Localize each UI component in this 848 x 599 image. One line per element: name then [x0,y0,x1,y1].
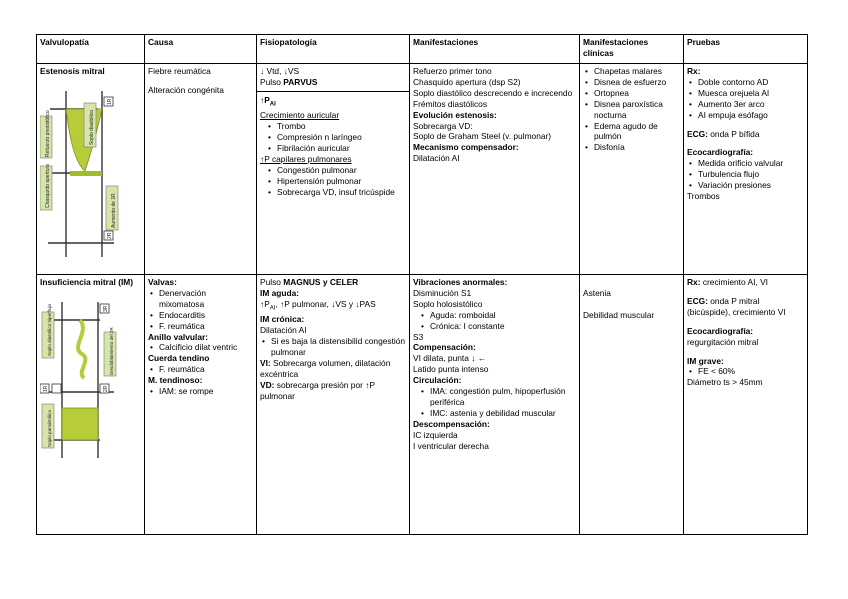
fig-label-3r: 3R [103,305,109,312]
manif-line: Disminución S1 [413,287,472,298]
manif-line: S3 [413,331,424,342]
list-item: • Sobrecarga VD, insuf tricúspide [266,187,406,198]
cell-manifestaciones [410,275,580,535]
list-item: • Aguda: romboidal [419,310,576,321]
fig-label-1r: 1R [43,385,49,392]
list-item: • Crónica: I constante [419,321,576,332]
pruebas-grave-tail: Diámetro ts > 45mm [687,377,763,388]
manif-evol-title: Evolución estenosis: [413,109,497,120]
header-causa: Causa [145,35,257,64]
header-row [37,35,808,64]
pruebas-grave-list [687,366,804,377]
list-item: • IAM: se rompe [148,386,253,397]
pruebas-eco-title: Ecocardiografía: [687,147,754,158]
manif-line: Soplo diastólico descrecendo e increcendo [413,87,573,98]
causa-mtend-title: M. tendinoso: [148,375,203,386]
list-item: • Trombo [266,121,406,132]
fisio-vi: VI: Sobrecarga volumen, dilatación excéntrica [260,358,391,379]
fig-label-aumento: Aumento de 1R [111,193,117,228]
pruebas-eco-list [687,158,804,191]
clinicas-line: Debilidad muscular [583,309,655,320]
fisio-aguda-title: IM aguda: [260,287,300,298]
manif-comp-title: Compensación: [413,342,476,353]
list-item: • Disnea de esfuerzo [583,77,680,88]
causa-cuerda-list [148,364,253,375]
list-item: • Disfonía [583,142,680,153]
cell-causa [145,275,257,535]
header-manifestaciones-clinicas: Manifestaciones clínicas [580,35,684,64]
manif-line: Refuerzo primer tono [413,66,492,76]
fig-label-2r: 2R [103,385,109,392]
manif-line: Dilatación AI [413,153,460,164]
list-item: • Si es baja la distensibilid congestión pulmonar [260,336,406,358]
row-insuficiencia-mitral [37,275,808,535]
valvulopathy-name: Insuficiencia mitral (IM) [40,277,134,287]
manif-line: Chasquido apertura (dsp S2) [413,76,521,87]
fig-label-desdoblamiento: Desdoblamiento del 2R [109,327,114,375]
pruebas-eco-text: regurgitación mitral [687,336,759,347]
fisio-cronica-title: IM crónica: [260,314,305,325]
fig-label-1r: 1R [107,98,113,105]
fisio-cap-title: ↑P capilares pulmonares [260,154,352,165]
causa-valvas-list [148,288,253,332]
list-item: • Aumento 3er arco [687,99,804,110]
list-item: • Calcificio dilat ventric [148,342,253,353]
manif-vib-title: Vibraciones anormales: [413,277,508,287]
manif-soplo-list [413,310,576,332]
list-item: • FE < 60% [687,366,804,377]
manif-circ-list [413,386,576,419]
causa-anillo-title: Anillo valvular: [148,331,209,342]
list-item: • Medida orificio valvular [687,158,804,169]
fisio-cronica-line: Dilatación AI [260,325,307,336]
cell-clinicas [580,64,684,275]
manif-line: VI dilata, punta ↓ ← [413,353,487,364]
fisio-cap-list [260,165,406,198]
manif-circ-title: Circulación: [413,375,462,386]
pruebas-ecg: ECG: onda P bífida [687,128,760,139]
manif-line: Frémitos diastólicos [413,98,488,109]
causa-mtend-list [148,386,253,397]
fig-label-soplo-diastolico: Soplo diastólico hiperflujo [47,303,52,356]
list-item: • Disnea paroxística nocturna [583,99,680,121]
fisio-line: ↓ Vtd, ↓VS [260,66,300,76]
pruebas-rx-title: Rx: [687,66,701,76]
list-item: • F. reumática [148,364,253,375]
header-pruebas: Pruebas [684,35,808,64]
clinicas-list [583,66,680,153]
fisio-aguda-line: $↑P_{AI}$, ↑P pulmonar, ↓VS y ↓PAS [260,298,376,312]
list-item: • Denervación mixomatosa [148,288,253,310]
pruebas-grave-title: IM grave: [687,355,724,366]
cell-valvulopatia [37,275,145,535]
header-valvulopatia: Valvulopatía [37,35,145,64]
fisio-pulso: Pulso MAGNUS y CELER [260,277,359,287]
fisio-pai: $↑P_{AI}$ [260,94,276,108]
list-item: • Hipertensión pulmonar [266,176,406,187]
pruebas-ecg: ECG: onda P mitral (bicúspide), crecimiento VI [687,295,786,317]
pruebas-eco-title: Ecocardiografía: [687,325,754,336]
manif-line: I ventricular derecha [413,440,489,451]
causa-line: Alteración congénita [148,84,224,95]
fisio-pulso: Pulso PARVUS [260,76,318,87]
fig-label-soplo: Soplo diastólico [89,109,95,145]
list-item: • Muesca orejuela AI [687,88,804,99]
fig-label-soplo-pansistolico: Soplo pansistólico [47,409,52,447]
header-fisiopatologia: Fisiopatología [257,35,410,64]
manif-desc-title: Descompensación: [413,418,490,429]
fisio-cronica-list [260,336,406,358]
pruebas-rx-list [687,77,804,121]
manif-line: Sobrecarga VD: [413,120,473,131]
manif-line: Latido punta intenso [413,364,489,375]
regurgitation-sound-diagram [40,292,130,462]
fisio-vd: VD: sobrecarga presión por ↑P pulmonar [260,379,375,401]
pruebas-rx: Rx: crecimiento AI, VI [687,277,768,287]
list-item: • AI empuja esófago [687,110,804,121]
causa-anillo-list [148,342,253,353]
list-item: • Ortopnea [583,88,680,99]
stenosis-sound-diagram [40,81,130,261]
cell-fisiopatologia [257,275,410,535]
list-item: • F. reumática [148,321,253,332]
cell-manifestaciones [410,64,580,275]
header-manifestaciones: Manifestaciones [410,35,580,64]
fisio-crec-title: Crecimiento auricular [260,110,340,121]
list-item: • Congestión pulmonar [266,165,406,176]
cell-pruebas [684,64,808,275]
valvulopathy-name: Estenosis mitral [40,66,105,76]
list-item: • Doble contorno AD [687,77,804,88]
causa-cuerda-title: Cuerda tendino [148,353,210,364]
pruebas-eco-tail: Trombos [687,191,720,202]
cell-clinicas [580,275,684,535]
valvulopathy-table [36,34,808,535]
list-item: • Compresión n laríngeo [266,132,406,143]
manif-mec-title: Mecanismo compensador: [413,142,519,153]
fig-label-chasquido: Chasquido apertura [45,163,51,208]
list-item: • IMA: congestión pulm, hipoperfusión periférica [419,386,576,408]
list-item: • Fibrilación auricular [266,143,406,154]
causa-valvas-title: Valvas: [148,277,177,287]
fisio-crec-list [260,121,406,154]
manif-line: IC izquierda [413,429,458,440]
cell-valvulopatia [37,64,145,275]
fig-label-2r: 2R [107,232,113,239]
cell-fisiopatologia [257,64,410,275]
causa-line: Fiebre reumática [148,66,211,76]
manif-line: Soplo holosistólico [413,298,483,309]
fig-label-refuerzo: Refuerzo presistólico [45,110,51,157]
list-item: • Variación presiones [687,180,804,191]
row-estenosis-mitral [37,64,808,275]
list-item: • IMC: astenia y debilidad muscular [419,408,576,419]
list-item: • Edema agudo de pulmón [583,121,680,143]
manif-line: Soplo de Graham Steel (v. pulmonar) [413,131,552,142]
cell-pruebas [684,275,808,535]
list-item: • Endocarditis [148,310,253,321]
clinicas-line: Astenia [583,288,611,298]
cell-causa [145,64,257,275]
list-item: • Chapetas malares [583,66,680,77]
list-item: • Turbulencia flujo [687,169,804,180]
